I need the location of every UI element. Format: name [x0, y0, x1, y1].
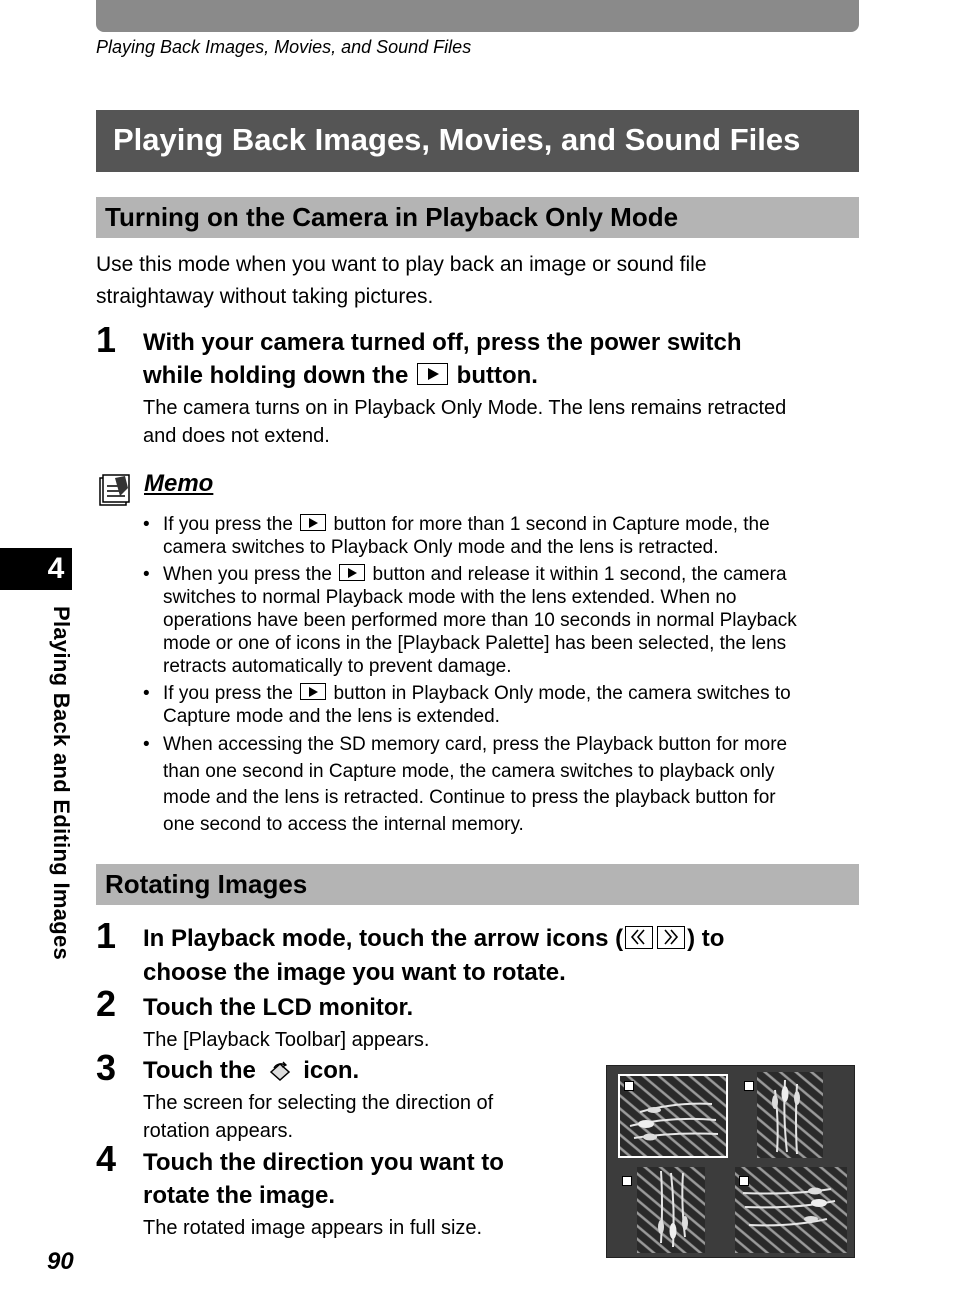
chapter-side-label: Playing Back and Editing Images — [49, 606, 74, 961]
intro-line-2: straightaway without taking pictures. — [96, 285, 434, 308]
step-heading-line — [143, 1054, 359, 1091]
chapter-tab — [0, 548, 72, 590]
playback-button-icon — [300, 514, 326, 531]
memo-text: When accessing the SD memory card, press the Playback button for more — [163, 734, 788, 755]
list-item — [143, 563, 859, 678]
chapter-number: 4 — [47, 552, 65, 585]
step-heading-line: Touch the direction you want to — [143, 1149, 504, 1176]
step-number: 1 — [96, 319, 117, 360]
memo-text: than one second in Capture mode, the camera switches to playback only — [163, 760, 775, 782]
step-heading-text: icon. — [303, 1057, 360, 1084]
rotate-right-icon — [744, 1081, 754, 1091]
memo-text: retracts automatically to prevent damage. — [163, 656, 512, 677]
step-heading-line — [143, 359, 538, 392]
page-number: 90 — [47, 1248, 74, 1275]
memo-list — [143, 513, 859, 842]
memo-text: Capture mode and the lens is extended. — [163, 706, 500, 727]
step-heading-text: ) to — [687, 925, 725, 952]
thumbnail-rotate-180 — [735, 1167, 847, 1253]
step-body-line: The [Playback Toolbar] appears. — [143, 1029, 430, 1051]
rotate-180-icon — [739, 1176, 749, 1186]
memo-text: button in Playback Only mode, the camera switches to — [333, 683, 791, 704]
step-heading-text: button. — [456, 362, 538, 389]
step-body-line: rotation appears. — [143, 1120, 294, 1142]
playback-button-icon — [339, 564, 365, 581]
step-body-line: The camera turns on in Playback Only Mode. The lens remains retracted — [143, 397, 787, 419]
thumbnail-rotate-90 — [757, 1072, 823, 1158]
memo-text: camera switches to Playback Only mode and the lens is retracted. — [163, 537, 719, 558]
step-body-line: The screen for selecting the direction of — [143, 1092, 494, 1114]
step-number: 3 — [96, 1047, 117, 1088]
rotation-screen-illustration — [606, 1065, 855, 1258]
playback-button-icon — [417, 363, 448, 385]
step-heading-text: In Playback mode, touch the arrow icons ( — [143, 925, 624, 952]
rotate-left-icon — [622, 1176, 632, 1186]
step-body-line: and does not extend. — [143, 425, 330, 447]
step-heading-text: while holding down the — [143, 362, 409, 389]
memo-text: When you press the — [163, 564, 332, 585]
list-item — [143, 732, 859, 838]
memo-text: If you press the — [163, 683, 293, 704]
list-item — [143, 682, 859, 728]
top-decorative-bar — [96, 0, 859, 32]
selection-marker — [624, 1081, 634, 1091]
step-number: 4 — [96, 1138, 117, 1179]
memo-text: operations have been performed more than 10 seconds in normal Playback — [163, 610, 797, 631]
memo-text: mode and the lens is retracted. Continue to press the playback button for — [163, 787, 776, 808]
memo-text: switches to normal Playback mode with the lens extended. When no — [163, 587, 737, 608]
running-header: Playing Back Images, Movies, and Sound Files — [96, 37, 472, 57]
step-heading-line: Touch the LCD monitor. — [143, 994, 414, 1021]
section-heading-playback-only: Turning on the Camera in Playback Only Mode — [96, 197, 859, 238]
step-heading-line — [143, 922, 724, 955]
memo-text: mode or one of icons in the [Playback Palette] has been selected, the lens — [163, 633, 787, 654]
step-body-line: The rotated image appears in full size. — [143, 1217, 483, 1239]
right-arrow-icon — [657, 926, 685, 949]
section-heading-rotating: Rotating Images — [96, 864, 859, 905]
memo-text: button for more than 1 second in Capture mode, the — [333, 514, 770, 535]
list-item — [143, 513, 859, 559]
memo-icon — [99, 474, 131, 511]
memo-text: one second to access the internal memory. — [163, 813, 524, 835]
memo-title: Memo — [144, 470, 214, 497]
page-title: Playing Back Images, Movies, and Sound Files — [96, 110, 859, 172]
playback-button-icon — [300, 683, 326, 700]
step-number: 2 — [96, 983, 117, 1024]
thumbnail-rotate-270 — [637, 1167, 705, 1253]
left-arrow-icon — [625, 926, 653, 949]
step-heading-text: Touch the — [143, 1057, 256, 1084]
thumbnail-original — [618, 1074, 728, 1158]
step-heading-line: rotate the image. — [143, 1182, 336, 1209]
step-heading-line: choose the image you want to rotate. — [143, 959, 566, 986]
step-number: 1 — [96, 915, 117, 956]
memo-text: button and release it within 1 second, the camera — [372, 564, 787, 585]
memo-text: If you press the — [163, 514, 293, 535]
step-heading-line: With your camera turned off, press the power switch — [143, 329, 742, 356]
intro-line-1: Use this mode when you want to play back an image or sound file — [96, 253, 707, 276]
rotate-icon — [267, 1058, 293, 1091]
